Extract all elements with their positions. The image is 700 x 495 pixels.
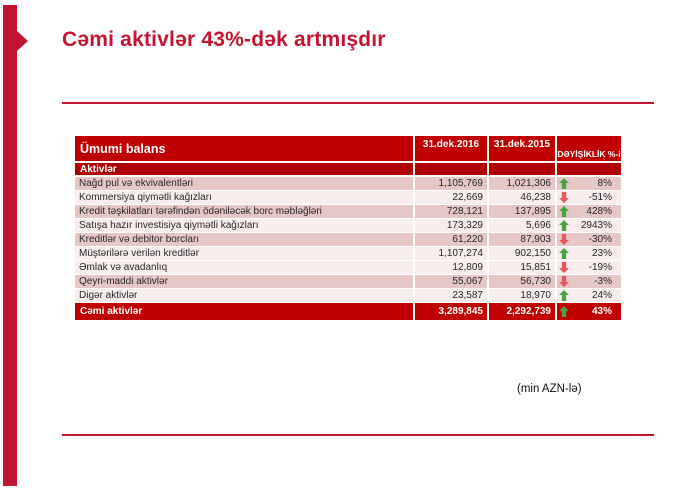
row-change: -3% xyxy=(594,276,612,287)
title-divider-line xyxy=(62,102,654,104)
row-value-2016: 23,587 xyxy=(415,289,489,302)
block-arrow-up-icon xyxy=(559,290,569,301)
row-value-2015: 1,021,306 xyxy=(489,177,557,190)
row-value-2016: 1,107,274 xyxy=(415,247,489,260)
row-change-cell xyxy=(557,233,621,246)
block-arrow-up-icon xyxy=(559,306,569,317)
total-row xyxy=(75,303,621,320)
row-value-2016: 12,809 xyxy=(415,261,489,274)
table-header-row xyxy=(75,136,621,163)
total-change-cell xyxy=(557,303,621,320)
row-value-2015: 56,730 xyxy=(489,275,557,288)
header-umumi-balans: Ümumi balans xyxy=(75,136,415,161)
row-value-2015: 18,970 xyxy=(489,289,557,302)
header-31dek2016: 31.dek.2016 xyxy=(415,136,489,161)
row-value-2015: 46,238 xyxy=(489,191,557,204)
table-row xyxy=(75,233,621,247)
row-value-2015: 137,895 xyxy=(489,205,557,218)
row-change-cell xyxy=(557,205,621,218)
total-value-2015: 2,292,739 xyxy=(489,303,557,320)
row-label: Kreditlər və debitor borcları xyxy=(75,233,415,246)
section-label: Aktivlər xyxy=(75,163,415,175)
row-change: 428% xyxy=(586,206,612,217)
accent-left-bar xyxy=(3,5,17,486)
block-arrow-up-icon xyxy=(559,220,569,231)
row-change: 23% xyxy=(591,248,612,259)
row-change-cell xyxy=(557,261,621,274)
row-change-cell xyxy=(557,177,621,190)
row-label: Müştərilərə verilən kreditlər xyxy=(75,247,415,260)
row-label: Digər aktivlər xyxy=(75,289,415,302)
row-label: Kredit təşkilatları tərəfindən ödəniləcək borc məbləğləri xyxy=(75,205,415,218)
section-empty-cell xyxy=(415,163,489,175)
header-deyisiklik: DƏYİŞİKLİK %-i xyxy=(557,149,621,159)
units-footnote: (min AZN-lə) xyxy=(517,383,582,395)
row-value-2016: 55,067 xyxy=(415,275,489,288)
row-change: -51% xyxy=(588,192,612,203)
row-change: 2943% xyxy=(580,220,612,231)
section-empty-cell xyxy=(557,163,621,175)
row-label: Nağd pul və ekvivalentləri xyxy=(75,177,415,190)
right-pointing-arrowhead-icon xyxy=(17,31,28,51)
total-label: Cəmi aktivlər xyxy=(75,303,415,320)
row-value-2015: 902,150 xyxy=(489,247,557,260)
row-label: Satışa hazır investisiya qiymətli kağızları xyxy=(75,219,415,232)
row-label: Kommersiya qiymətli kağızları xyxy=(75,191,415,204)
balance-table xyxy=(75,136,621,320)
row-change: 8% xyxy=(597,178,612,189)
row-value-2015: 15,851 xyxy=(489,261,557,274)
block-arrow-down-icon xyxy=(559,262,569,273)
row-change-cell xyxy=(557,275,621,288)
block-arrow-up-icon xyxy=(559,206,569,217)
block-arrow-up-icon xyxy=(559,248,569,259)
table-body xyxy=(75,177,621,303)
table-row xyxy=(75,247,621,261)
total-change: 43% xyxy=(591,306,612,317)
table-row xyxy=(75,289,621,303)
footer-divider-line xyxy=(62,434,654,436)
table-row xyxy=(75,275,621,289)
block-arrow-down-icon xyxy=(559,234,569,245)
table-row xyxy=(75,219,621,233)
block-arrow-down-icon xyxy=(559,276,569,287)
row-label: Qeyri-maddi aktivlər xyxy=(75,275,415,288)
row-label: Əmlak və avadanlıq xyxy=(75,261,415,274)
table-row xyxy=(75,205,621,219)
row-change: 24% xyxy=(591,290,612,301)
block-arrow-up-icon xyxy=(559,178,569,189)
block-arrow-down-icon xyxy=(559,192,569,203)
row-value-2016: 173,329 xyxy=(415,219,489,232)
row-change-cell xyxy=(557,289,621,302)
row-change-cell xyxy=(557,191,621,204)
row-value-2015: 87,903 xyxy=(489,233,557,246)
row-change: -30% xyxy=(588,234,612,245)
slide-title: Cəmi aktivlər 43%-dək artmışdır xyxy=(62,28,386,51)
section-row-aktivler xyxy=(75,163,621,177)
table-row xyxy=(75,177,621,191)
row-value-2015: 5,696 xyxy=(489,219,557,232)
header-31dek2015: 31.dek.2015 xyxy=(489,136,557,161)
row-value-2016: 22,669 xyxy=(415,191,489,204)
table-row xyxy=(75,191,621,205)
row-change-cell xyxy=(557,219,621,232)
row-value-2016: 1,105,769 xyxy=(415,177,489,190)
table-row xyxy=(75,261,621,275)
section-empty-cell xyxy=(489,163,557,175)
row-change: -19% xyxy=(588,262,612,273)
total-value-2016: 3,289,845 xyxy=(415,303,489,320)
row-value-2016: 61,220 xyxy=(415,233,489,246)
row-change-cell xyxy=(557,247,621,260)
row-value-2016: 728,121 xyxy=(415,205,489,218)
